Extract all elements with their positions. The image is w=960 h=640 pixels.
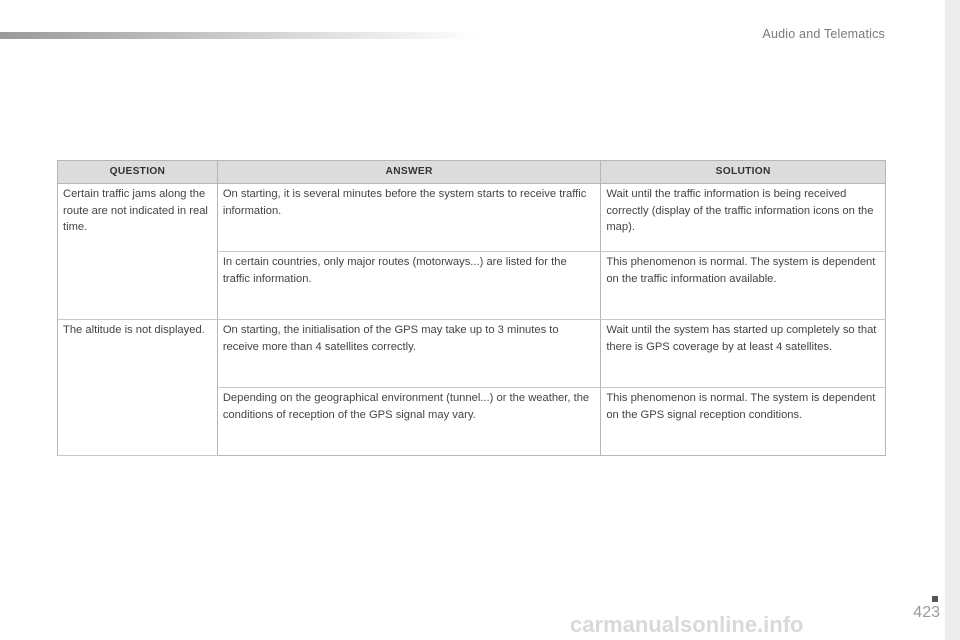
header-gradient-bar: [0, 32, 480, 39]
column-header-answer: ANSWER: [217, 161, 601, 184]
watermark: carmanualsonline.info: [570, 612, 804, 637]
page-edge-strip: [945, 0, 960, 640]
answer-cell: On starting, the initialisation of the GPS may take up to 3 minutes to receive more than 4 satellites correctly.: [217, 320, 601, 388]
answer-cell: Depending on the geographical environment (tunnel...) or the weather, the conditions of reception of the GPS signal may vary.: [217, 388, 601, 456]
column-header-question: QUESTION: [58, 161, 218, 184]
solution-cell: This phenomenon is normal. The system is dependent on the GPS signal reception conditions.: [601, 388, 886, 456]
column-header-solution: SOLUTION: [601, 161, 886, 184]
page-number: 423: [913, 604, 940, 621]
answer-cell: On starting, it is several minutes before the system starts to receive traffic information.: [217, 184, 601, 252]
question-cell: The altitude is not displayed.: [58, 320, 218, 456]
table-header-row: [58, 161, 886, 184]
section-title: Audio and Telematics: [762, 27, 885, 41]
question-cell: Certain traffic jams along the route are not indicated in real time.: [58, 184, 218, 320]
solution-cell: Wait until the system has started up completely so that there is GPS coverage by at least 4 satellites.: [601, 320, 886, 388]
table-row: [58, 320, 886, 388]
faq-table: [57, 160, 886, 456]
solution-cell: This phenomenon is normal. The system is dependent on the traffic information available.: [601, 252, 886, 320]
page-marker-icon: [932, 596, 938, 602]
solution-cell: Wait until the traffic information is being received correctly (display of the traffic information icons on the map).: [601, 184, 886, 252]
answer-cell: In certain countries, only major routes (motorways...) are listed for the traffic information.: [217, 252, 601, 320]
table-row: [58, 184, 886, 252]
